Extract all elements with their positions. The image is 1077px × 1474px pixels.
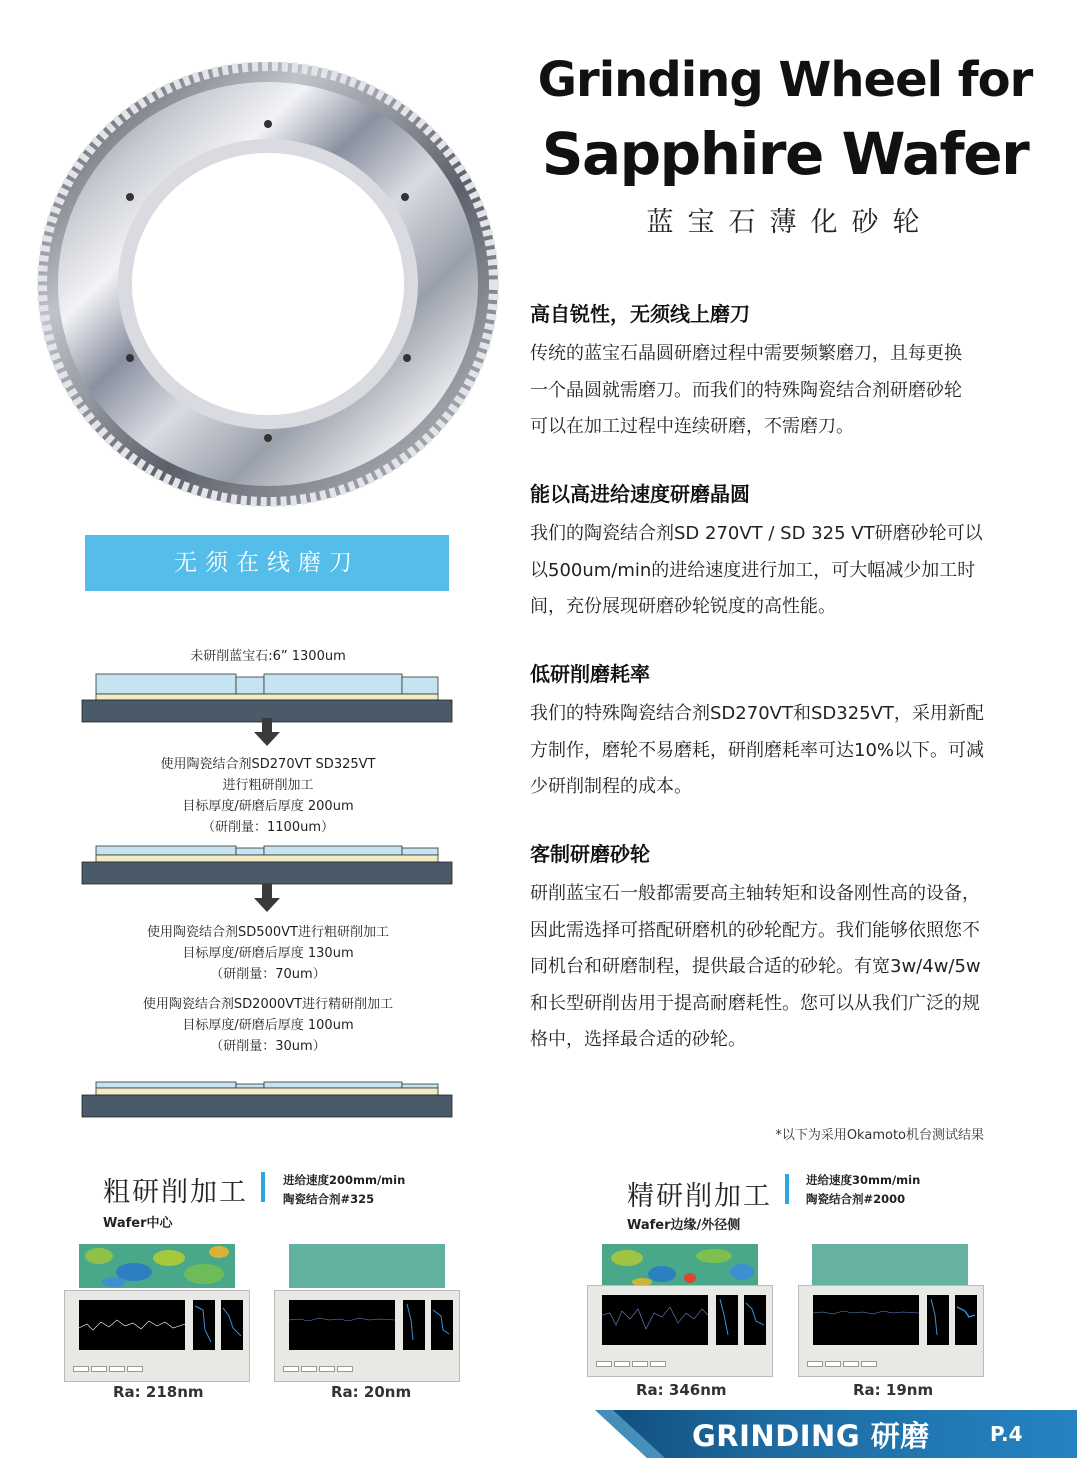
ra-fine-after: Ra: 19nm — [853, 1381, 934, 1399]
feature-heading: 能以高进给速度研磨晶圆 — [530, 482, 750, 506]
ra-fine-before: Ra: 346nm — [636, 1381, 727, 1399]
test-note: *以下为采用Okamoto机台测试结果 — [775, 1128, 984, 1143]
feature-self-sharpening: 高自锐性，无须线上磨刀 传统的蓝宝石晶圆研磨过程中需要频繁磨刀，且每更换 一个晶圆就需磨刀。而我们的特殊陶瓷结合剂研磨砂轮 可以在加工过程中连续研磨，不需磨刀。 — [530, 300, 1040, 446]
page-number: P.4 — [990, 1422, 1023, 1446]
process-step-3: 使用陶瓷结合剂SD2000VT进行精研削加工 目标厚度/研磨后厚度 100um （研削量：30um） — [142, 997, 394, 1054]
rough-divider — [261, 1172, 265, 1202]
feature-heading: 客制研磨砂轮 — [530, 842, 650, 866]
feature-high-feed-rate: 能以高进给速度研磨晶圆 我们的陶瓷结合剂SD 270VT / SD 325 VT研磨砂轮可以 以500um/min的进给速度进行加工，可大幅减少加工时 间，充份展现研磨砂轮锐度的高性能。 — [530, 480, 1040, 626]
surface-map-fine-after — [812, 1244, 968, 1288]
no-dressing-banner: 无须在线磨刀 — [85, 535, 449, 591]
wafer-layer-diagram-1 — [80, 844, 455, 886]
profile-chart-rough-before — [64, 1290, 250, 1382]
profile-chart-fine-after — [798, 1285, 984, 1377]
feature-low-wear-rate: 低研削磨耗率 我们的特殊陶瓷结合剂SD270VT和SD325VT，采用新配 方制作，磨轮不易磨耗，研削磨耗率可达10%以下。可减 少研削制程的成本。 — [530, 660, 1040, 806]
profile-chart-rough-after — [274, 1290, 460, 1382]
process-step-1: 使用陶瓷结合剂SD270VT SD325VT 进行粗研削加工 目标厚度/研磨后厚度 200um （研削量：1100um） — [160, 757, 376, 835]
grinding-wheel-image — [30, 62, 500, 512]
feature-heading: 低研削磨耗率 — [530, 662, 650, 686]
feature-heading: 高自锐性，无须线上磨刀 — [530, 302, 750, 326]
process-step-0: 未研削蓝宝石:6” 1300um — [190, 649, 346, 664]
wafer-layer-diagram-0 — [80, 672, 455, 724]
fine-grinding-title: 精研削加工 — [627, 1181, 772, 1212]
fine-divider — [785, 1174, 789, 1204]
rough-grinding-title: 粗研削加工 — [103, 1177, 248, 1208]
rough-params: 进给速度200mm/min 陶瓷结合剂#325 — [283, 1173, 406, 1206]
rough-subtitle: Wafer中心 — [103, 1216, 173, 1231]
process-step-2: 使用陶瓷结合剂SD500VT进行粗研削加工 目标厚度/研磨后厚度 130um （研削量：70um） — [147, 925, 389, 982]
ra-rough-before: Ra: 218nm — [113, 1383, 204, 1401]
ra-rough-after: Ra: 20nm — [331, 1383, 412, 1401]
title-line-2: Sapphire Wafer — [541, 120, 1029, 188]
down-arrow-icon — [254, 718, 280, 748]
surface-map-rough-before — [79, 1244, 235, 1288]
surface-map-rough-after — [289, 1244, 445, 1288]
fine-subtitle: Wafer边缘/外径侧 — [627, 1218, 741, 1233]
title-line-1: Grinding Wheel for — [537, 52, 1033, 108]
profile-chart-fine-before — [587, 1285, 773, 1377]
down-arrow-icon-2 — [254, 884, 280, 914]
footer-label: GRINDING 研磨 — [692, 1419, 930, 1453]
wafer-layer-diagram-2 — [80, 1080, 455, 1120]
title-chinese: 蓝宝石薄化砂轮 — [646, 207, 934, 238]
feature-custom-wheel: 客制研磨砂轮 研削蓝宝石一般都需要高主轴转矩和设备刚性高的设备， 因此需选择可搭配研磨机的砂轮配方。我们能够依照您不 同机台和研磨制程，提供最合适的砂轮。有宽3w/4w/5w 和长型研削齿用于提高耐磨耗性。您可以从我们广泛的规 格中，选择最合适的砂轮。 — [530, 840, 1040, 1059]
surface-map-fine-before — [602, 1244, 758, 1288]
fine-params: 进给速度30mm/min 陶瓷结合剂#2000 — [806, 1173, 921, 1206]
